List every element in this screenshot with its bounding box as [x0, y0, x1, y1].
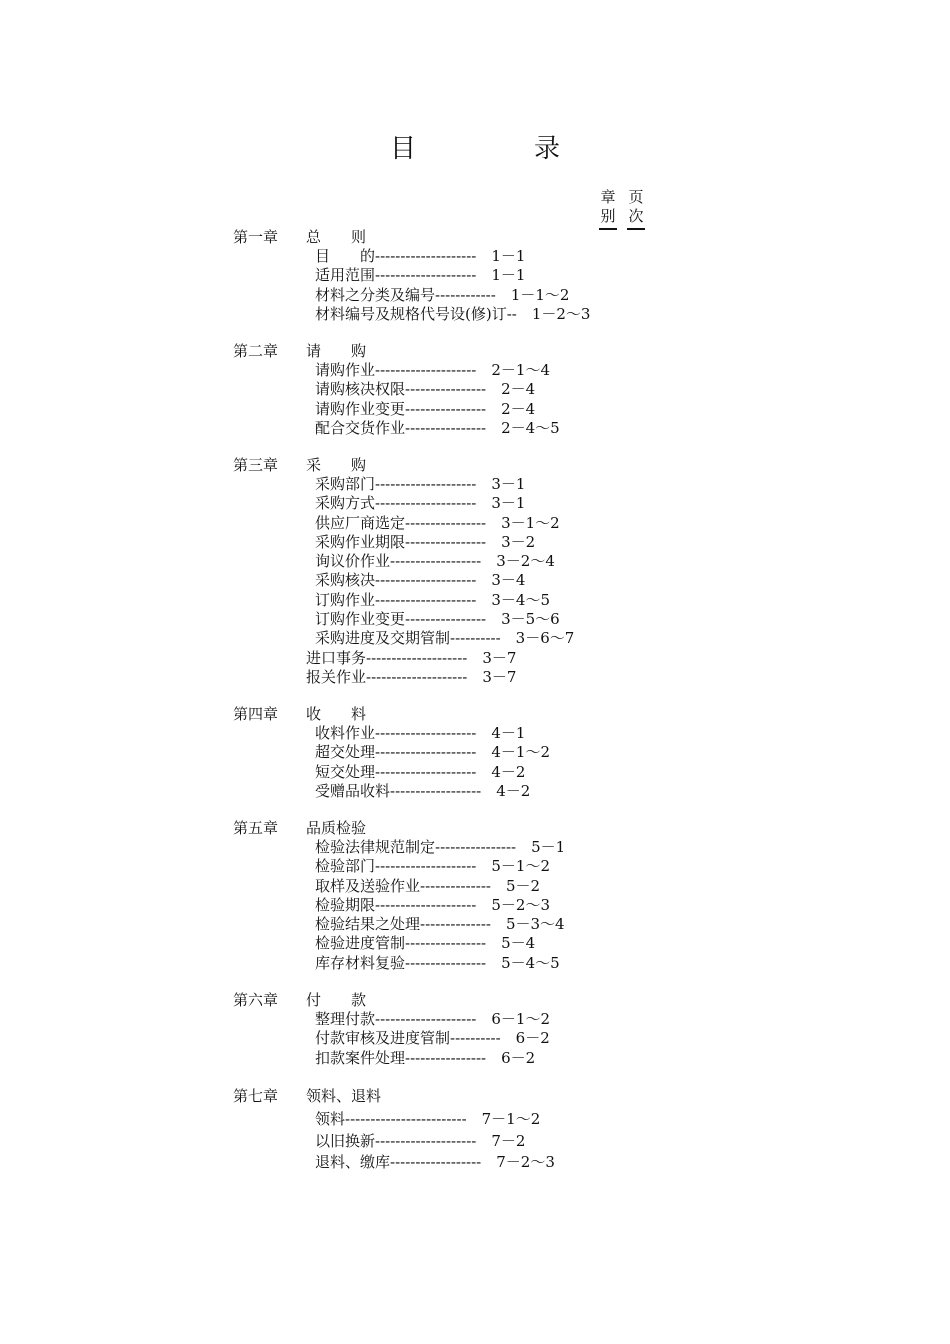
toc-entry[interactable]: 采购核决-------------------- 3－4 — [315, 571, 526, 589]
column-header-chapter-text: 章 别 — [600, 188, 616, 225]
chapter-label: 第六章 — [233, 991, 279, 1009]
chapter-title: 领料、退料 — [306, 1087, 382, 1105]
toc-entry[interactable]: 订购作业变更---------------- 3－5～6 — [315, 610, 560, 628]
toc-entry[interactable]: 领料------------------------ 7－1～2 — [315, 1110, 541, 1128]
toc-entry[interactable]: 采购部门-------------------- 3－1 — [315, 475, 526, 493]
column-header-page-text: 页 次 — [628, 188, 644, 225]
toc-entry[interactable]: 请购作业变更---------------- 2－4 — [315, 400, 536, 418]
toc-entry[interactable]: 询议价作业------------------ 3－2～4 — [315, 552, 555, 570]
toc-entry[interactable]: 检验部门-------------------- 5－1～2 — [315, 857, 550, 875]
toc-entry[interactable]: 材料之分类及编号------------ 1－1～2 — [315, 286, 570, 304]
toc-entry[interactable]: 库存材料复验---------------- 5－4～5 — [315, 954, 560, 972]
toc-entry[interactable]: 目 的-------------------- 1－1 — [315, 247, 526, 265]
page-title: 目 录 — [389, 134, 606, 164]
chapter-label: 第五章 — [233, 819, 279, 837]
toc-entry[interactable]: 扣款案件处理---------------- 6－2 — [315, 1049, 536, 1067]
toc-entry[interactable]: 收料作业-------------------- 4－1 — [315, 724, 526, 742]
toc-entry[interactable]: 采购作业期限---------------- 3－2 — [315, 533, 536, 551]
toc-entry[interactable]: 检验期限-------------------- 5－2～3 — [315, 896, 550, 914]
chapter-label: 第二章 — [233, 342, 279, 360]
toc-entry[interactable]: 请购作业-------------------- 2－1～4 — [315, 361, 550, 379]
chapter-title: 请 购 — [306, 342, 367, 360]
toc-entry[interactable]: 检验法律规范制定---------------- 5－1 — [315, 838, 566, 856]
toc-entry[interactable]: 采购进度及交期管制---------- 3－6～7 — [315, 629, 575, 647]
chapter-title: 品质检验 — [306, 819, 367, 837]
chapter-title: 收 料 — [306, 705, 367, 723]
toc-entry[interactable]: 退料、缴库------------------ 7－2～3 — [315, 1153, 555, 1171]
chapter-label: 第四章 — [233, 705, 279, 723]
toc-entry[interactable]: 配合交货作业---------------- 2－4～5 — [315, 419, 560, 437]
toc-entry[interactable]: 短交处理-------------------- 4－2 — [315, 763, 526, 781]
chapter-label: 第一章 — [233, 228, 279, 246]
toc-entry[interactable]: 受赠品收料------------------ 4－2 — [315, 782, 531, 800]
toc-entry[interactable]: 检验结果之处理-------------- 5－3～4 — [315, 915, 565, 933]
chapter-title: 付 款 — [306, 991, 367, 1009]
toc-entry[interactable]: 整理付款-------------------- 6－1～2 — [315, 1010, 550, 1028]
chapter-label: 第三章 — [233, 456, 279, 474]
toc-entry[interactable]: 进口事务-------------------- 3－7 — [306, 649, 517, 667]
toc-entry[interactable]: 取样及送验作业-------------- 5－2 — [315, 877, 541, 895]
toc-entry[interactable]: 订购作业-------------------- 3－4～5 — [315, 591, 550, 609]
toc-entry[interactable]: 检验进度管制---------------- 5－4 — [315, 934, 536, 952]
toc-entry[interactable]: 适用范围-------------------- 1－1 — [315, 266, 526, 284]
toc-entry[interactable]: 付款审核及进度管制---------- 6－2 — [315, 1029, 550, 1047]
toc-entry[interactable]: 采购方式-------------------- 3－1 — [315, 494, 526, 512]
toc-entry[interactable]: 超交处理-------------------- 4－1～2 — [315, 743, 550, 761]
chapter-label: 第七章 — [233, 1087, 279, 1105]
chapter-title: 采 购 — [306, 456, 367, 474]
toc-entry[interactable]: 以旧换新-------------------- 7－2 — [315, 1132, 526, 1150]
toc-entry[interactable]: 供应厂商选定---------------- 3－1～2 — [315, 514, 560, 532]
toc-entry[interactable]: 请购核决权限---------------- 2－4 — [315, 380, 536, 398]
chapter-title: 总 则 — [306, 228, 367, 246]
toc-entry[interactable]: 材料编号及规格代号设(修)订-- 1－2～3 — [315, 305, 591, 323]
toc-entry[interactable]: 报关作业-------------------- 3－7 — [306, 668, 517, 686]
